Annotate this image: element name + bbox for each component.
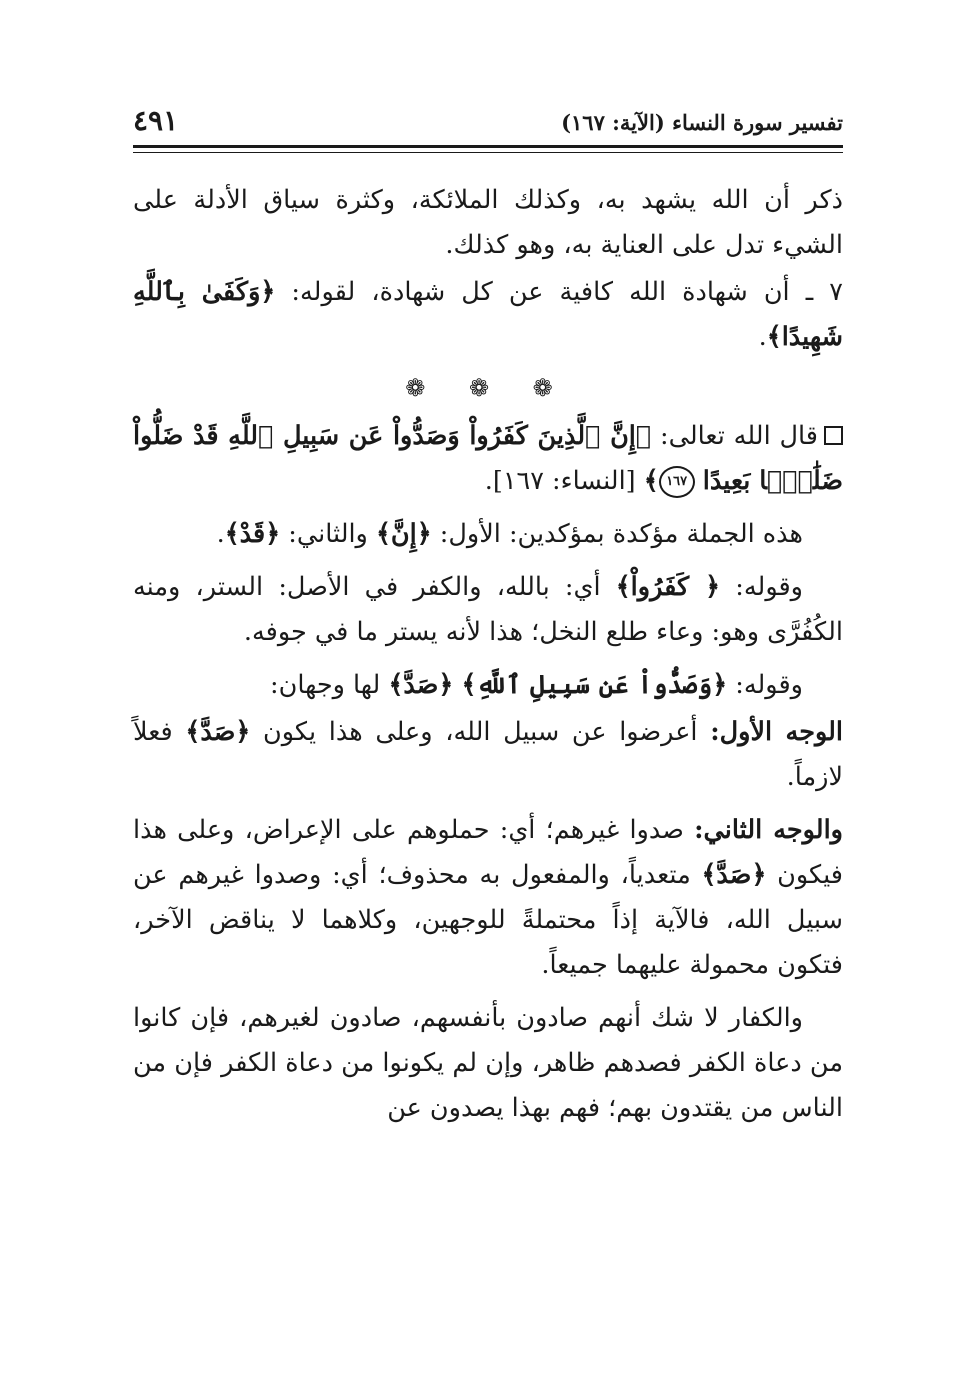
paragraph-6-lead: وقوله: bbox=[727, 670, 803, 700]
paragraph-9: والكفار لا شك أنهم صادون بأنفسهم، صادون لغيرهم، فإن كانوا من دعاة الكفر فصدهم ظاهر، وإن لم يكونوا من دعاة الكفر فإن من الناس من يقتدون بهم؛ فهم بهذا يصدون عن bbox=[133, 1003, 843, 1123]
paragraph-4-mid: والثاني: bbox=[280, 519, 376, 549]
header-rule-thin bbox=[133, 152, 843, 153]
quran-quote: ﴿وَصَدُّواْ عَن سَبِيلِ ٱللَّهِ﴾ bbox=[461, 670, 728, 700]
page-number: ٤٩١ bbox=[133, 104, 179, 137]
square-bullet-icon bbox=[824, 426, 843, 445]
paragraph-2-end: . bbox=[758, 322, 767, 352]
paragraph-3 bbox=[133, 414, 843, 504]
paragraph-2-text: ٧ ـ أن شهادة الله كافية عن كل شهادة، لقوله: bbox=[275, 277, 843, 307]
paragraph-3-lead: قال الله تعالى: bbox=[651, 421, 818, 451]
paragraph-8 bbox=[133, 808, 843, 988]
page-body bbox=[133, 178, 843, 1139]
paragraph-5 bbox=[133, 565, 843, 655]
paragraph-5-text: أي: بالله، والكفر في الأصل: الستر، ومنه الكُفُرَّى وهو: وعاء طلع النخل؛ هذا لأنه يستر ما في جوفه. bbox=[133, 572, 843, 647]
running-title: تفسير سورة النساء (الآية: ١٦٧) bbox=[561, 110, 843, 135]
quran-quote: ﴿إِنَّ ٱلَّذِينَ كَفَرُواْ وَصَدُّواْ عَن سَبِيلِ ٱللَّهِ قَدْ ضَلُّواْ ضَلَٰلَۢا بَعِيدًا bbox=[133, 421, 843, 496]
paragraph-8-label: والوجه الثاني: bbox=[694, 815, 843, 845]
paragraph-8-text: صدوا غيرهم؛ أي: حملوهم على الإعراض، وعلى هذا فيكون bbox=[133, 815, 843, 890]
paragraph-2 bbox=[133, 270, 843, 360]
paragraph-7-text: أعرضوا عن سبيل الله، وعلى هذا يكون bbox=[250, 717, 711, 747]
paragraph-1: ذكر أن الله يشهد به، وكذلك الملائكة، وكثرة سياق الأدلة على الشيء تدل على العناية به، وهو كذلك. bbox=[133, 185, 843, 260]
quote-close: ﴾ bbox=[643, 466, 659, 496]
quran-quote: ﴿ كَفَرُواْ﴾ bbox=[615, 572, 721, 602]
paragraph-6-end: لها وجهان: bbox=[270, 670, 389, 700]
quran-quote: ﴿قَدْ﴾ bbox=[224, 519, 281, 549]
quran-quote: ﴿صَدَّ﴾ bbox=[388, 670, 454, 700]
paragraph-4-text: هذه الجملة مؤكدة بمؤكدين: الأول: bbox=[431, 519, 803, 549]
paragraph-8-end: متعدياً، والمفعول به محذوف؛ أي: وصدوا غيرهم عن سبيل الله، فالآية إذاً محتملةً للوجهين، وكلاهما لا يناقض الآخر، فتكون محمولة عليهما جميعاً. bbox=[133, 860, 843, 980]
section-separator: ❁ ❁ ❁ bbox=[405, 374, 571, 402]
paragraph-7-end: فعلاً لازماً. bbox=[133, 717, 843, 792]
paragraph-7-label: الوجه الأول: bbox=[710, 717, 843, 747]
quran-quote: ﴿صَدَّ﴾ bbox=[185, 717, 251, 747]
paragraph-6 bbox=[133, 663, 843, 708]
paragraph-7 bbox=[133, 710, 843, 800]
quran-quote: ﴿إِنَّ﴾ bbox=[375, 519, 432, 549]
paragraph-5-lead: وقوله: bbox=[720, 572, 803, 602]
paragraph-3-reference: [النساء: ١٦٧]. bbox=[484, 466, 644, 496]
quran-quote: ﴿صَدَّ﴾ bbox=[701, 860, 767, 890]
paragraph-4-end: . bbox=[216, 519, 225, 549]
paragraph-4 bbox=[133, 512, 843, 557]
quran-quote: ﴿وَكَفَىٰ بِٱللَّهِ شَهِيدًا﴾ bbox=[133, 277, 843, 352]
header-rule-thick bbox=[133, 145, 843, 148]
ayah-number-marker: ١٦٧ bbox=[659, 466, 695, 498]
